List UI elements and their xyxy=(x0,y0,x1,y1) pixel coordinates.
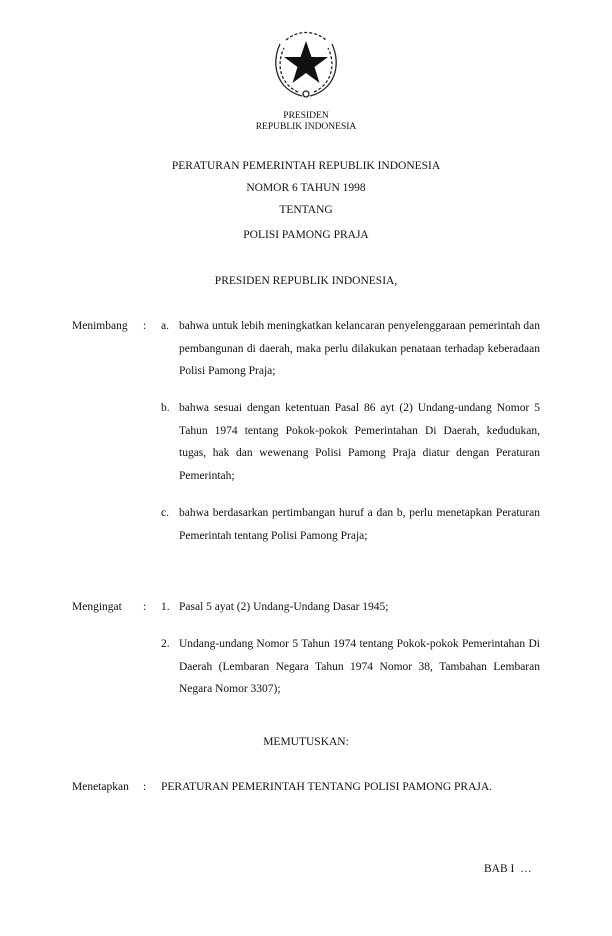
menetapkan-text: PERATURAN PEMERINTAH TENTANG POLISI PAMONG PRAJA. xyxy=(161,781,493,793)
mengingat-colon: : xyxy=(143,601,147,613)
menetapkan-label: Menetapkan xyxy=(72,781,129,793)
title-line3: TENTANG xyxy=(279,204,333,216)
title-line2: NOMOR 6 TAHUN 1998 xyxy=(246,182,366,194)
menimbang-colon: : xyxy=(143,320,147,332)
item-marker: c. xyxy=(161,507,169,519)
preamble: PRESIDEN REPUBLIK INDONESIA, xyxy=(214,275,398,287)
item-marker: b. xyxy=(161,402,170,414)
item-marker: 1. xyxy=(161,601,170,613)
title-line1: PERATURAN PEMERINTAH REPUBLIK INDONESIA xyxy=(171,160,441,172)
menimbang-item-a: bahwa untuk lebih meningkatkan kelancaran penyelenggaraan pemerintah dan pembangunan di daerah, maka perlu dilakukan penataan terhadap keberadaan Polisi Pamong Praja; xyxy=(179,320,540,377)
letterhead-line1: PRESIDEN xyxy=(283,111,329,121)
garuda-star-wreath-emblem-icon xyxy=(268,26,344,102)
letterhead-line2: REPUBLIK INDONESIA xyxy=(255,122,357,132)
title-line4: POLISI PAMONG PRAJA xyxy=(243,229,369,241)
mengingat-item-2: Undang-undang Nomor 5 Tahun 1974 tentang Pokok-pokok Pemerintahan Di Daerah (Lembaran Negara Tahun 1974 Nomor 38, Tambahan Lembaran Negara Nomor 3307); xyxy=(179,638,540,695)
menimbang-item-c: bahwa berdasarkan pertimbangan huruf a dan b, perlu menetapkan Peraturan Pemerintah tentang Polisi Pamong Praja; xyxy=(179,507,540,542)
memutuskan-heading: MEMUTUSKAN: xyxy=(263,736,349,748)
page-continuation: BAB I … xyxy=(484,863,532,875)
menimbang-label: Menimbang xyxy=(72,320,128,332)
mengingat-item-1: Pasal 5 ayat (2) Undang-Undang Dasar 1945; xyxy=(179,601,389,613)
menetapkan-colon: : xyxy=(143,781,147,793)
menimbang-item-b: bahwa sesuai dengan ketentuan Pasal 86 ayt (2) Undang-undang Nomor 5 Tahun 1974 tentang Pokok-pokok Pemerintahan Di Daerah, kedudukan, tugas, hak dan wewenang Polisi Pamong Praja diatur dengan Peraturan Pemerintah; xyxy=(179,402,540,482)
item-marker: 2. xyxy=(161,638,170,650)
letterhead xyxy=(0,111,612,133)
mengingat-label: Mengingat xyxy=(72,601,122,613)
item-marker: a. xyxy=(161,320,169,332)
